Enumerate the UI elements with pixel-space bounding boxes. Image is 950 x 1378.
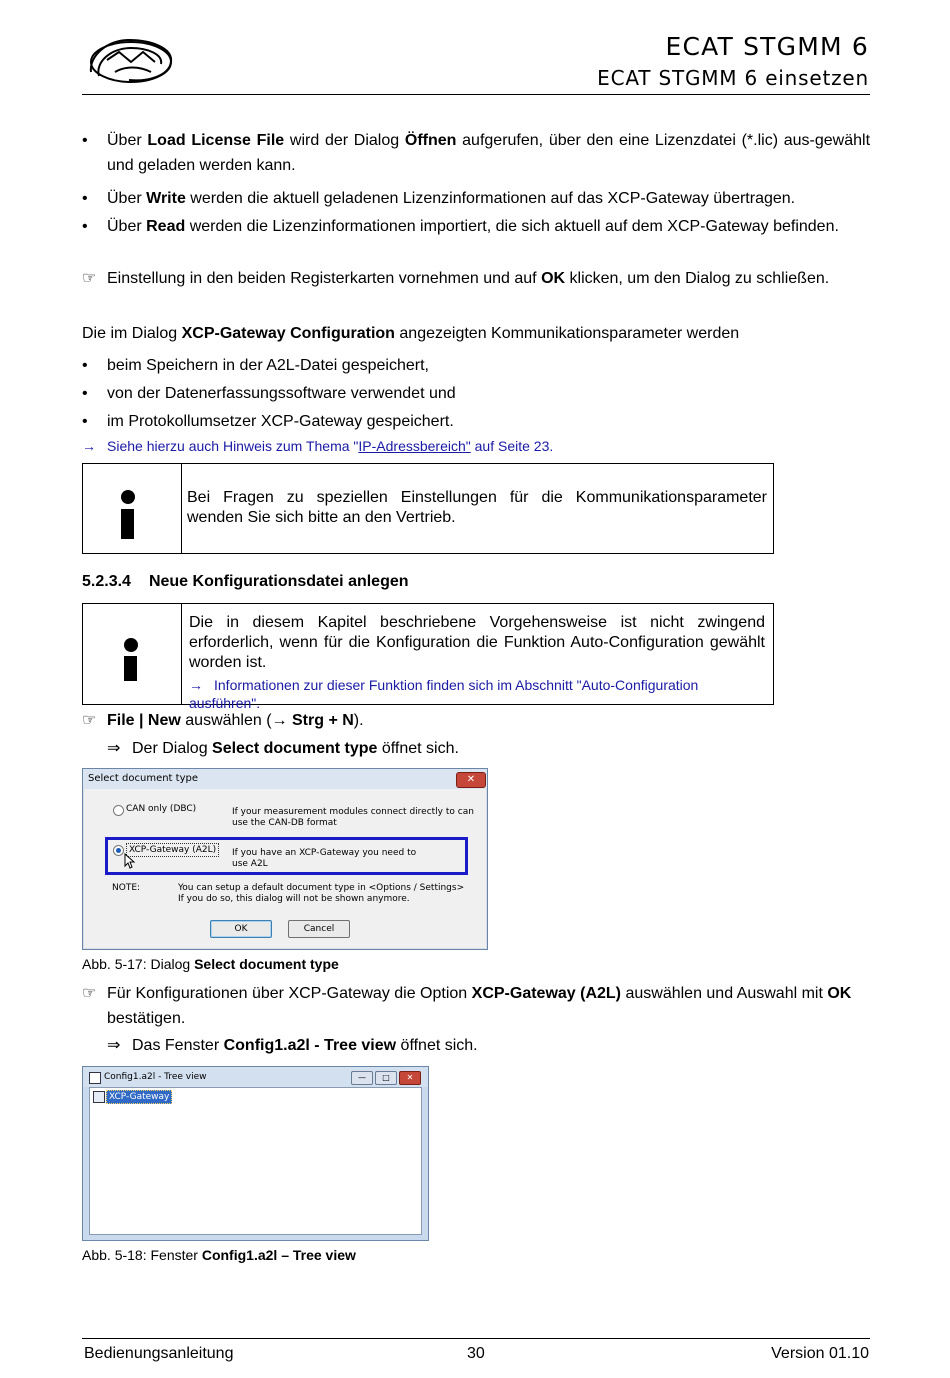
list-item-text: im Protokollumsetzer XCP-Gateway gespeichert. — [107, 413, 454, 430]
bullet-icon: • — [82, 132, 88, 149]
minimize-button[interactable]: — — [351, 1071, 373, 1085]
note-line-1: You can setup a default document type in <Options / Settings> — [178, 883, 465, 893]
list-item — [82, 128, 870, 178]
figure-caption: Abb. 5-18: Fenster Config1.a2l – Tree view — [82, 1247, 356, 1263]
list-item-text: Über Read werden die Lizenzinformationen importiert, die sich aktuell auf dem XCP-Gateway befinden. — [107, 218, 839, 235]
list-item — [82, 381, 870, 406]
tree-node-icon — [93, 1091, 105, 1103]
pointing-hand-icon: ☞ — [82, 270, 97, 287]
radio-xcp-gateway[interactable] — [113, 845, 124, 856]
header-rule — [82, 94, 870, 95]
dialog-close-button[interactable]: ✕ — [456, 772, 486, 788]
result-arrow-icon: ⇒ — [107, 1037, 121, 1054]
tree-view-window — [82, 1066, 429, 1241]
result-line: ⇒ Das Fenster Config1.a2l - Tree view öffnet sich. — [107, 1033, 478, 1058]
arrow-icon: → — [189, 677, 203, 693]
figure-caption: Abb. 5-17: Dialog Select document type — [82, 956, 339, 972]
bullet-icon: • — [82, 357, 88, 374]
page-number: 30 — [467, 1345, 485, 1362]
result-line: ⇒ Der Dialog Select document type öffnet sich. — [107, 736, 459, 761]
tree-view-title: Config1.a2l - Tree view — [104, 1072, 207, 1082]
select-document-type-dialog — [82, 768, 488, 950]
arrow-icon: → — [271, 712, 288, 729]
footer-version: Version 01.10 — [771, 1345, 869, 1362]
list-item — [82, 409, 870, 434]
option-can-only-desc-2: use the CAN-DB format — [232, 818, 337, 828]
bullet-icon: • — [82, 413, 88, 430]
list-item-text: Über Write werden die aktuell geladenen Lizenzinformationen auf das XCP-Gateway übertragen. — [107, 190, 796, 207]
instruction-step — [82, 708, 870, 733]
pointing-hand-icon: ☞ — [82, 712, 97, 729]
list-item-text: Über Load License File wird der Dialog Öffnen aufgerufen, über den eine Lizenzdatei (*.lic) aus-gewählt und geladen werden kann. — [107, 132, 871, 174]
info-cross-reference: → Informationen zur dieser Funktion finden sich im Abschnitt "Auto-Configuration ausführen". — [189, 677, 699, 711]
paragraph: Die im Dialog XCP-Gateway Configuration angezeigten Kommunikationsparameter werden — [82, 325, 740, 342]
arrow-icon: → — [82, 438, 96, 454]
section-heading — [82, 573, 409, 591]
tree-view-pane[interactable] — [89, 1087, 422, 1235]
section-title: Neue Konfigurationsdatei anlegen — [148, 573, 409, 590]
info-box — [82, 463, 774, 554]
option-can-only-label[interactable]: CAN only (DBC) — [126, 804, 197, 814]
option-can-only-desc-1: If your measurement modules connect directly to can — [232, 807, 474, 817]
instruction-step — [82, 981, 870, 1031]
ok-button[interactable]: OK — [210, 920, 272, 938]
info-box — [82, 603, 774, 711]
list-item-text: von der Datenerfassungssoftware verwendet und — [107, 385, 456, 402]
header-title: ECAT STGMM 6 — [665, 32, 869, 61]
instruction-text: Für Konfigurationen über XCP-Gateway die Option XCP-Gateway (A2L) auswählen und Auswahl mit OK bestätigen. — [107, 985, 852, 1027]
tree-node-xcp-gateway[interactable]: XCP-Gateway — [106, 1090, 172, 1104]
document-icon — [89, 1072, 101, 1084]
company-logo — [85, 32, 177, 86]
option-xcp-gateway-desc-2: use A2L — [232, 859, 268, 869]
list-item — [82, 186, 870, 211]
info-icon-column — [83, 464, 182, 553]
bullet-icon: • — [82, 385, 88, 402]
info-icon-column — [83, 604, 182, 704]
option-xcp-gateway-label[interactable]: XCP-Gateway (A2L) — [126, 843, 219, 857]
maximize-button[interactable]: □ — [375, 1071, 397, 1085]
cancel-button[interactable]: Cancel — [288, 920, 350, 938]
footer-doc-type: Bedienungsanleitung — [84, 1345, 234, 1362]
link-ip-adressbereich[interactable]: IP-Adressbereich" — [358, 438, 471, 454]
cross-reference: → Siehe hierzu auch Hinweis zum Thema "IP-Adressbereich" auf Seite 23. — [82, 438, 554, 454]
dialog-title: Select document type — [83, 769, 487, 789]
close-button[interactable]: ✕ — [399, 1071, 421, 1085]
header-subtitle: ECAT STGMM 6 einsetzen — [597, 66, 869, 90]
bullet-icon: • — [82, 218, 88, 235]
instruction-text: Einstellung in den beiden Registerkarten vornehmen und auf OK klicken, um den Dialog zu schließen. — [107, 270, 830, 287]
bullet-icon: • — [82, 190, 88, 207]
section-number: 5.2.3.4 — [82, 573, 131, 590]
list-item-text: beim Speichern in der A2L-Datei gespeichert, — [107, 357, 429, 374]
pointing-hand-icon: ☞ — [82, 985, 97, 1002]
info-text: Die in diesem Kapitel beschriebene Vorgehensweise ist nicht zwingend erforderlich, wenn für die Konfiguration die Funktion Auto-Configuration gewählt worden ist. — [189, 614, 765, 671]
instruction-text: File | New auswählen (→ Strg + N). — [107, 712, 364, 729]
option-xcp-gateway-desc-1: If you have an XCP-Gateway you need to — [232, 848, 417, 858]
instruction-step — [82, 266, 870, 291]
radio-can-only[interactable] — [113, 805, 124, 816]
list-item — [82, 353, 870, 378]
mouse-pointer-icon — [124, 853, 136, 869]
note-line-2: If you do so, this dialog will not be shown anymore. — [178, 894, 410, 904]
list-item — [82, 214, 870, 239]
info-text: Bei Fragen zu speziellen Einstellungen für die Kommunikationsparameter wenden Sie sich bitte an den Vertrieb. — [187, 489, 767, 526]
footer-rule — [82, 1338, 870, 1339]
note-label: NOTE: — [112, 883, 141, 893]
result-arrow-icon: ⇒ — [107, 740, 121, 757]
tree-view-titlebar — [83, 1067, 428, 1087]
